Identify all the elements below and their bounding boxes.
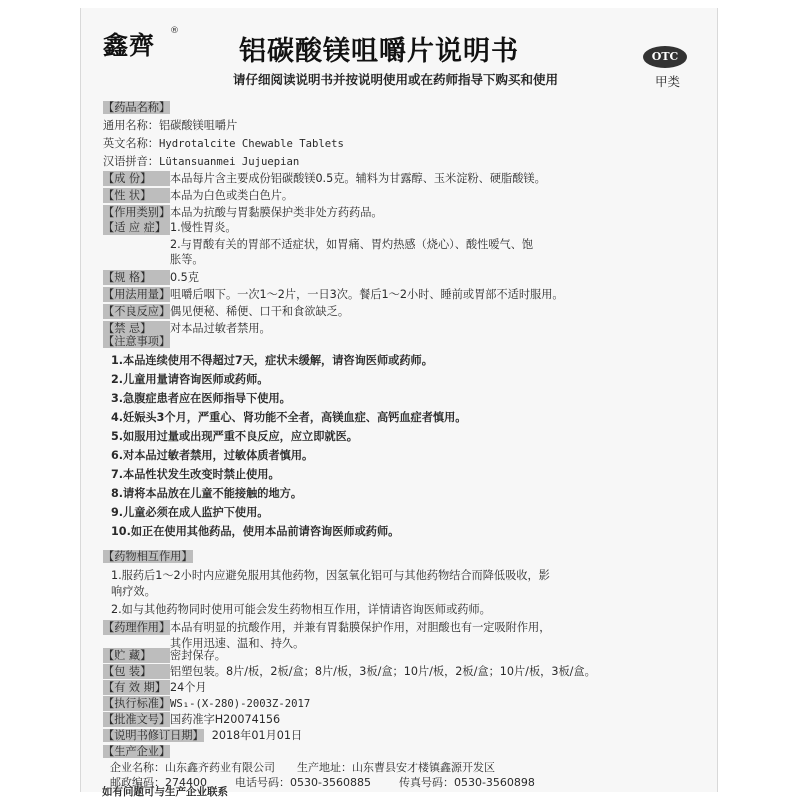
otc-class-label: 甲类 xyxy=(655,74,681,89)
instruction-sheet xyxy=(80,8,718,792)
brand-logo: 鑫齊 xyxy=(103,31,156,60)
precaution-item: 7.本品性状发生改变时禁止使用。 xyxy=(111,468,280,481)
approval-row: 【批准文号】国药准字H20074156 xyxy=(103,713,281,726)
row-value: 铝碳酸镁咀嚼片 xyxy=(158,119,238,132)
ingredients-row: 【成 份】 本品每片含主要成份铝碳酸镁0.5克。辅料为甘露醇、玉米淀粉、硬脂酸镁。 xyxy=(103,172,546,185)
precaution-item: 2.儿童用量请咨询医师或药师。 xyxy=(111,373,269,386)
drug-name-heading: 【药品名称】 xyxy=(103,101,171,114)
document-subtitle: 请仔细阅读说明书并按说明使用或在药师指导下购买和使用 xyxy=(233,72,559,87)
manufacturer-heading: 【生产企业】 xyxy=(103,745,171,758)
indications-line-3: 胀等。 xyxy=(170,253,204,266)
contraindications-row: 【禁 忌】 对本品过敏者禁用。 xyxy=(103,322,271,335)
company-row: 企业名称：山东鑫齐药业有限公司 生产地址：山东曹县安才楼镇鑫源开发区 xyxy=(110,761,495,774)
generic-name-row xyxy=(103,118,237,133)
precaution-item: 5.如服用过量或出现严重不良反应，应立即就医。 xyxy=(111,430,358,443)
revision-date-row: 【说明书修订日期】 2018年01月01日 xyxy=(103,729,303,742)
postcode: 274400 xyxy=(165,776,207,789)
english-name-row xyxy=(103,136,344,152)
row-value: Hydrotalcite Chewable Tablets xyxy=(158,138,344,150)
interaction-line: 响疗效。 xyxy=(111,585,156,598)
row-label: 汉语拼音： xyxy=(103,155,159,168)
shelf-life-row: 【有 效 期】 24个月 xyxy=(103,681,207,694)
pinyin-name-row xyxy=(103,154,299,170)
precaution-item: 9.儿童必须在成人监护下使用。 xyxy=(111,506,269,519)
row-value: Lütansuanmei Jujuepian xyxy=(158,156,300,168)
precaution-item: 1.本品连续使用不得超过7天，症状未缓解，请咨询医师或药师。 xyxy=(111,354,433,367)
pharmacology-line-2: 其作用迅速、温和、持久。 xyxy=(170,637,305,650)
pharmacology-row: 【药理作用】本品有明显的抗酸作用，并兼有胃黏膜保护作用，对胆酸也有一定吸附作用， xyxy=(103,621,551,634)
fax-label: 传真号码： xyxy=(398,776,454,789)
footer-note: 如有问题可与生产企业联系 xyxy=(102,786,228,798)
storage-row: 【贮 藏】 密封保存。 xyxy=(103,649,226,662)
category-row: 【作用类别】本品为抗酸与胃黏膜保护类非处方药药品。 xyxy=(103,206,383,219)
row-label: 英文名称： xyxy=(103,137,159,150)
registered-mark: ® xyxy=(170,26,179,36)
postcode-label: 邮政编码： xyxy=(110,776,165,789)
packaging-row: 【包 装】 铝塑包装。8片/板，2板/盒；8片/板，3板/盒；10片/板，2板/盒；10片/板，3板/盒。 xyxy=(103,665,596,678)
appearance-row: 【性 状】 本品为白色或类白色片。 xyxy=(103,189,294,202)
row-label: 通用名称： xyxy=(103,119,159,132)
phone: 0530-3560885 xyxy=(290,776,371,789)
fax: 0530-3560898 xyxy=(453,776,535,789)
precaution-item: 8.请将本品放在儿童不能接触的地方。 xyxy=(111,487,303,500)
interaction-line: 1.服药后1～2小时内应避免服用其他药物，因氢氧化铝可与其他药物结合而降低吸收，影 xyxy=(111,569,550,582)
precaution-item: 6.对本品过敏者禁用，过敏体质者慎用。 xyxy=(111,449,314,462)
strength-row: 【规 格】 0.5克 xyxy=(103,271,199,284)
side-effects-row: 【不良反应】偶见便秘、稀便、口干和食欲缺乏。 xyxy=(103,305,350,318)
phone-label: 电话号码： xyxy=(235,776,290,789)
standard-row: 【执行标准】WS₁-(X-280)-2003Z-2017 xyxy=(103,697,311,710)
indications-line-2: 2.与胃酸有关的胃部不适症状，如胃痛、胃灼热感（烧心）、酸性嗳气、饱 xyxy=(170,238,534,251)
precautions-heading: 【注意事项】 xyxy=(103,335,171,348)
otc-badge: OTC xyxy=(643,46,687,68)
precaution-item: 10.如正在使用其他药品，使用本品前请咨询医师或药师。 xyxy=(111,525,400,538)
precaution-item: 4.妊娠头3个月，严重心、肾功能不全者，高镁血症、高钙血症者慎用。 xyxy=(111,411,467,424)
interactions-heading: 【药物相互作用】 xyxy=(103,550,193,563)
document-title: 铝碳酸镁咀嚼片说明书 xyxy=(239,36,519,67)
indications-row: 【适 应 症】 1.慢性胃炎。 xyxy=(103,221,237,234)
dosage-row: 【用法用量】咀嚼后咽下。一次1～2片，一日3次。餐后1～2小时、睡前或胃部不适时服用。 xyxy=(103,288,564,301)
interaction-line: 2.如与其他药物同时使用可能会发生药物相互作用，详情请咨询医师或药师。 xyxy=(111,603,491,616)
precaution-item: 3.急腹症患者应在医师指导下使用。 xyxy=(111,392,291,405)
